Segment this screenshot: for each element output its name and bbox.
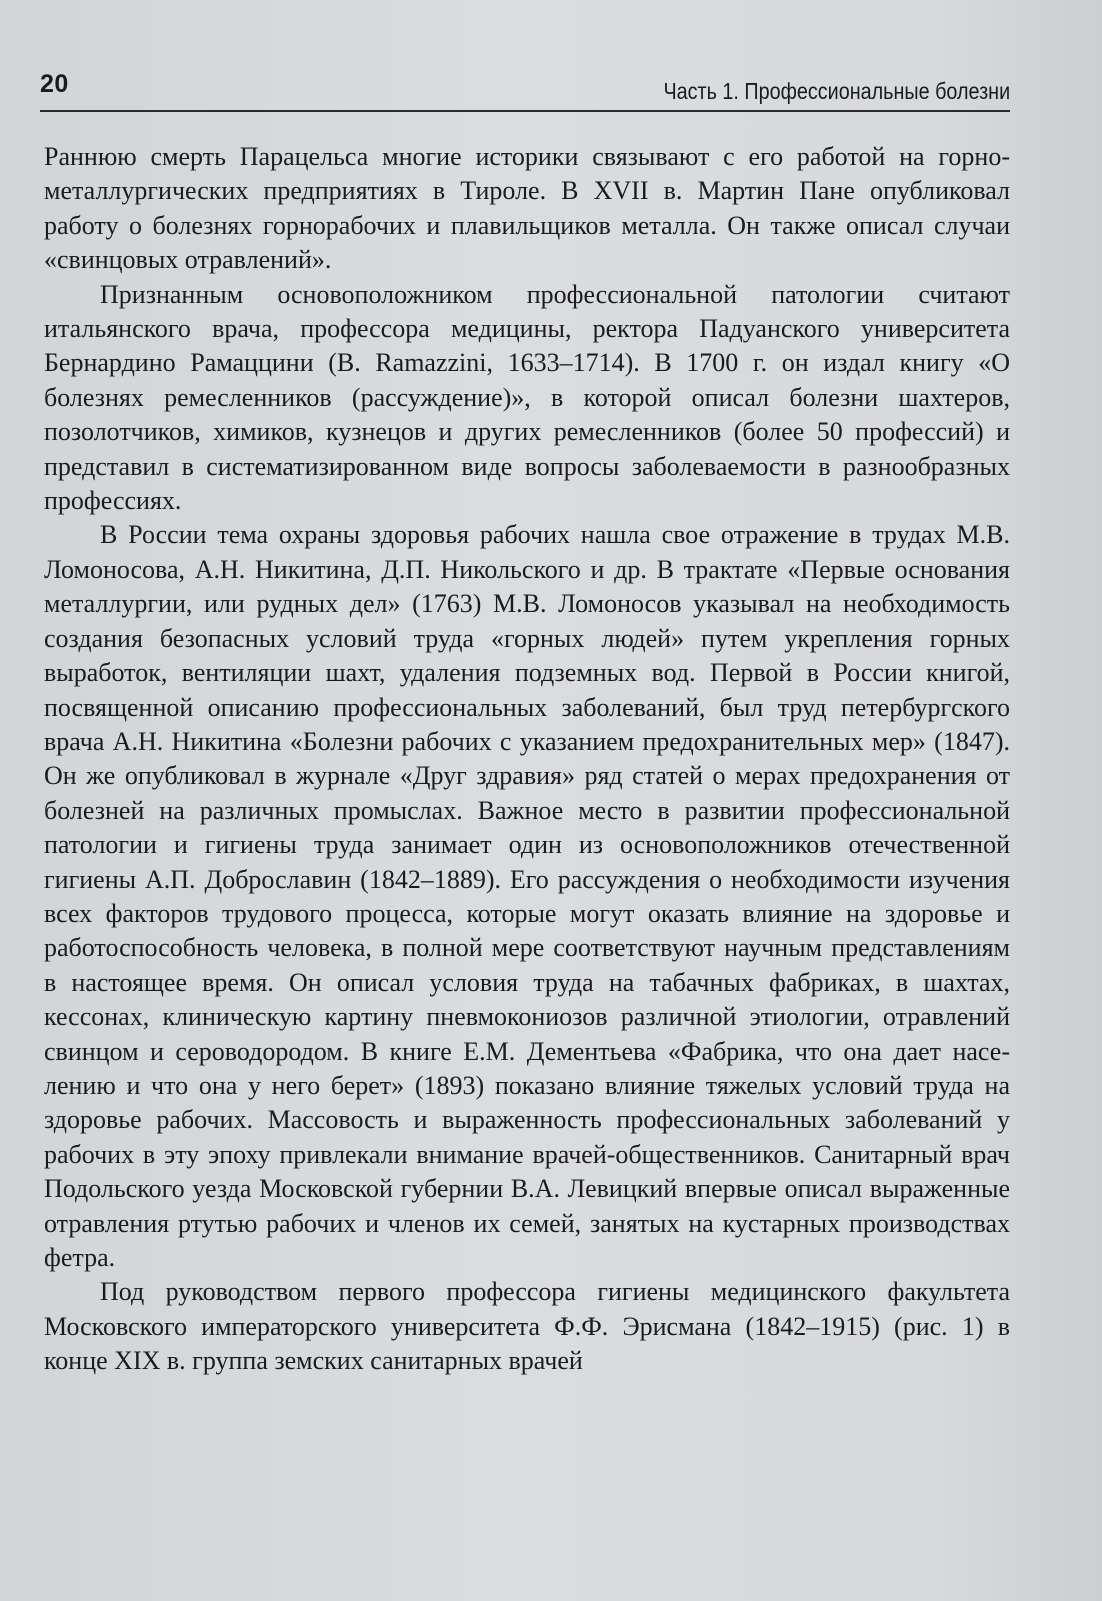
body-text — [44, 140, 1010, 1379]
page-number: 20 — [40, 70, 69, 98]
running-header — [40, 66, 1010, 112]
section-title: Часть 1. Профессиональные болезни — [663, 78, 1010, 104]
paragraph-ramazzini: Признанным основоположником профессиональной патологии считают итальянского врача, профессора медицины, ректора Падуанского университета Бернардино Рамаццини (B. Ramazzini, 1633–1714). В 1700 г. он издал книгу «О болезнях ремесленников (рассуждение)», в которой описал болезни шахтеров, позолотчиков, химиков, кузнецов и других ремесленников (более 50 профессий) и представил в систематизированном виде вопросы заболеваемости в разнообразных профессиях. — [44, 279, 1010, 516]
paragraph-russia: В России тема охраны здоровья рабочих нашла свое отражение в трудах М.В. Ломоносова, А.Н. Никитина, Д.П. Никольского и др. В трактате «Первые основания металлургии, или рудных дел» (1763) М.В. Ломоносов указывал на необходимость создания безопасных условий труда «горных людей» путем укрепления горных выработок, вентиляции шахт, удаления подземных вод. Первой в России книгой, посвященной описанию профессиональных заболеваний, был труд петербургского врача А.Н. Никитина «Болезни рабочих с указанием предохранительных мер» (1847). Он же опубликовал в журнале «Друг здравия» ряд статей о мерах предохранения от болезней на различных промыслах. Важное место в развитии профессиональной патологии и гигиены труда занимает один из основоположников отечественной гигиены А.П. Доброславин (1842–1889). Его рассуждения о необходимости изучения всех факторов трудового процесса, которые могут оказать влияние на здоровье и работоспособность человека, в полной мере соответствуют научным представлениям в настоящее время. Он описал условия труда на табачных фабриках, в шахтах, кессонах, клиническую картину пневмокониозов различной этиологии, отравлений свинцом и сероводородом. В книге Е.М. Дементьева «Фабрика, что она дает населению и что она у него берет» (1893) показано влияние тяжелых условий труда на здоровье рабочих. Массовость и выраженность профессиональных заболеваний у рабочих в эту эпоху привлекали внимание врачей-общественников. Санитарный врач Подольского уезда Московской губернии В.А. Левицкий впервые описал выраженные отравления ртутью рабочих и членов их семей, занятых на кустарных производствах фетра. — [44, 520, 1010, 1272]
paragraph-erisman: Под руководством первого профессора гигиены медицинского факультета Московского императорского университета Ф.Ф. Эрисмана (1842–1915) (рис. 1) в конце XIX в. группа земских санитарных врачей — [44, 1277, 1010, 1376]
paragraph-paracelsus: Раннюю смерть Парацельса многие историки связывают с его работой на горно-металлургических предприятиях в Тироле. В XVII в. Мартин Пане опубликовал работу о болезнях горнорабочих и плавильщиков металла. Он также описал случаи «свинцовых отравлений». — [44, 142, 1010, 275]
